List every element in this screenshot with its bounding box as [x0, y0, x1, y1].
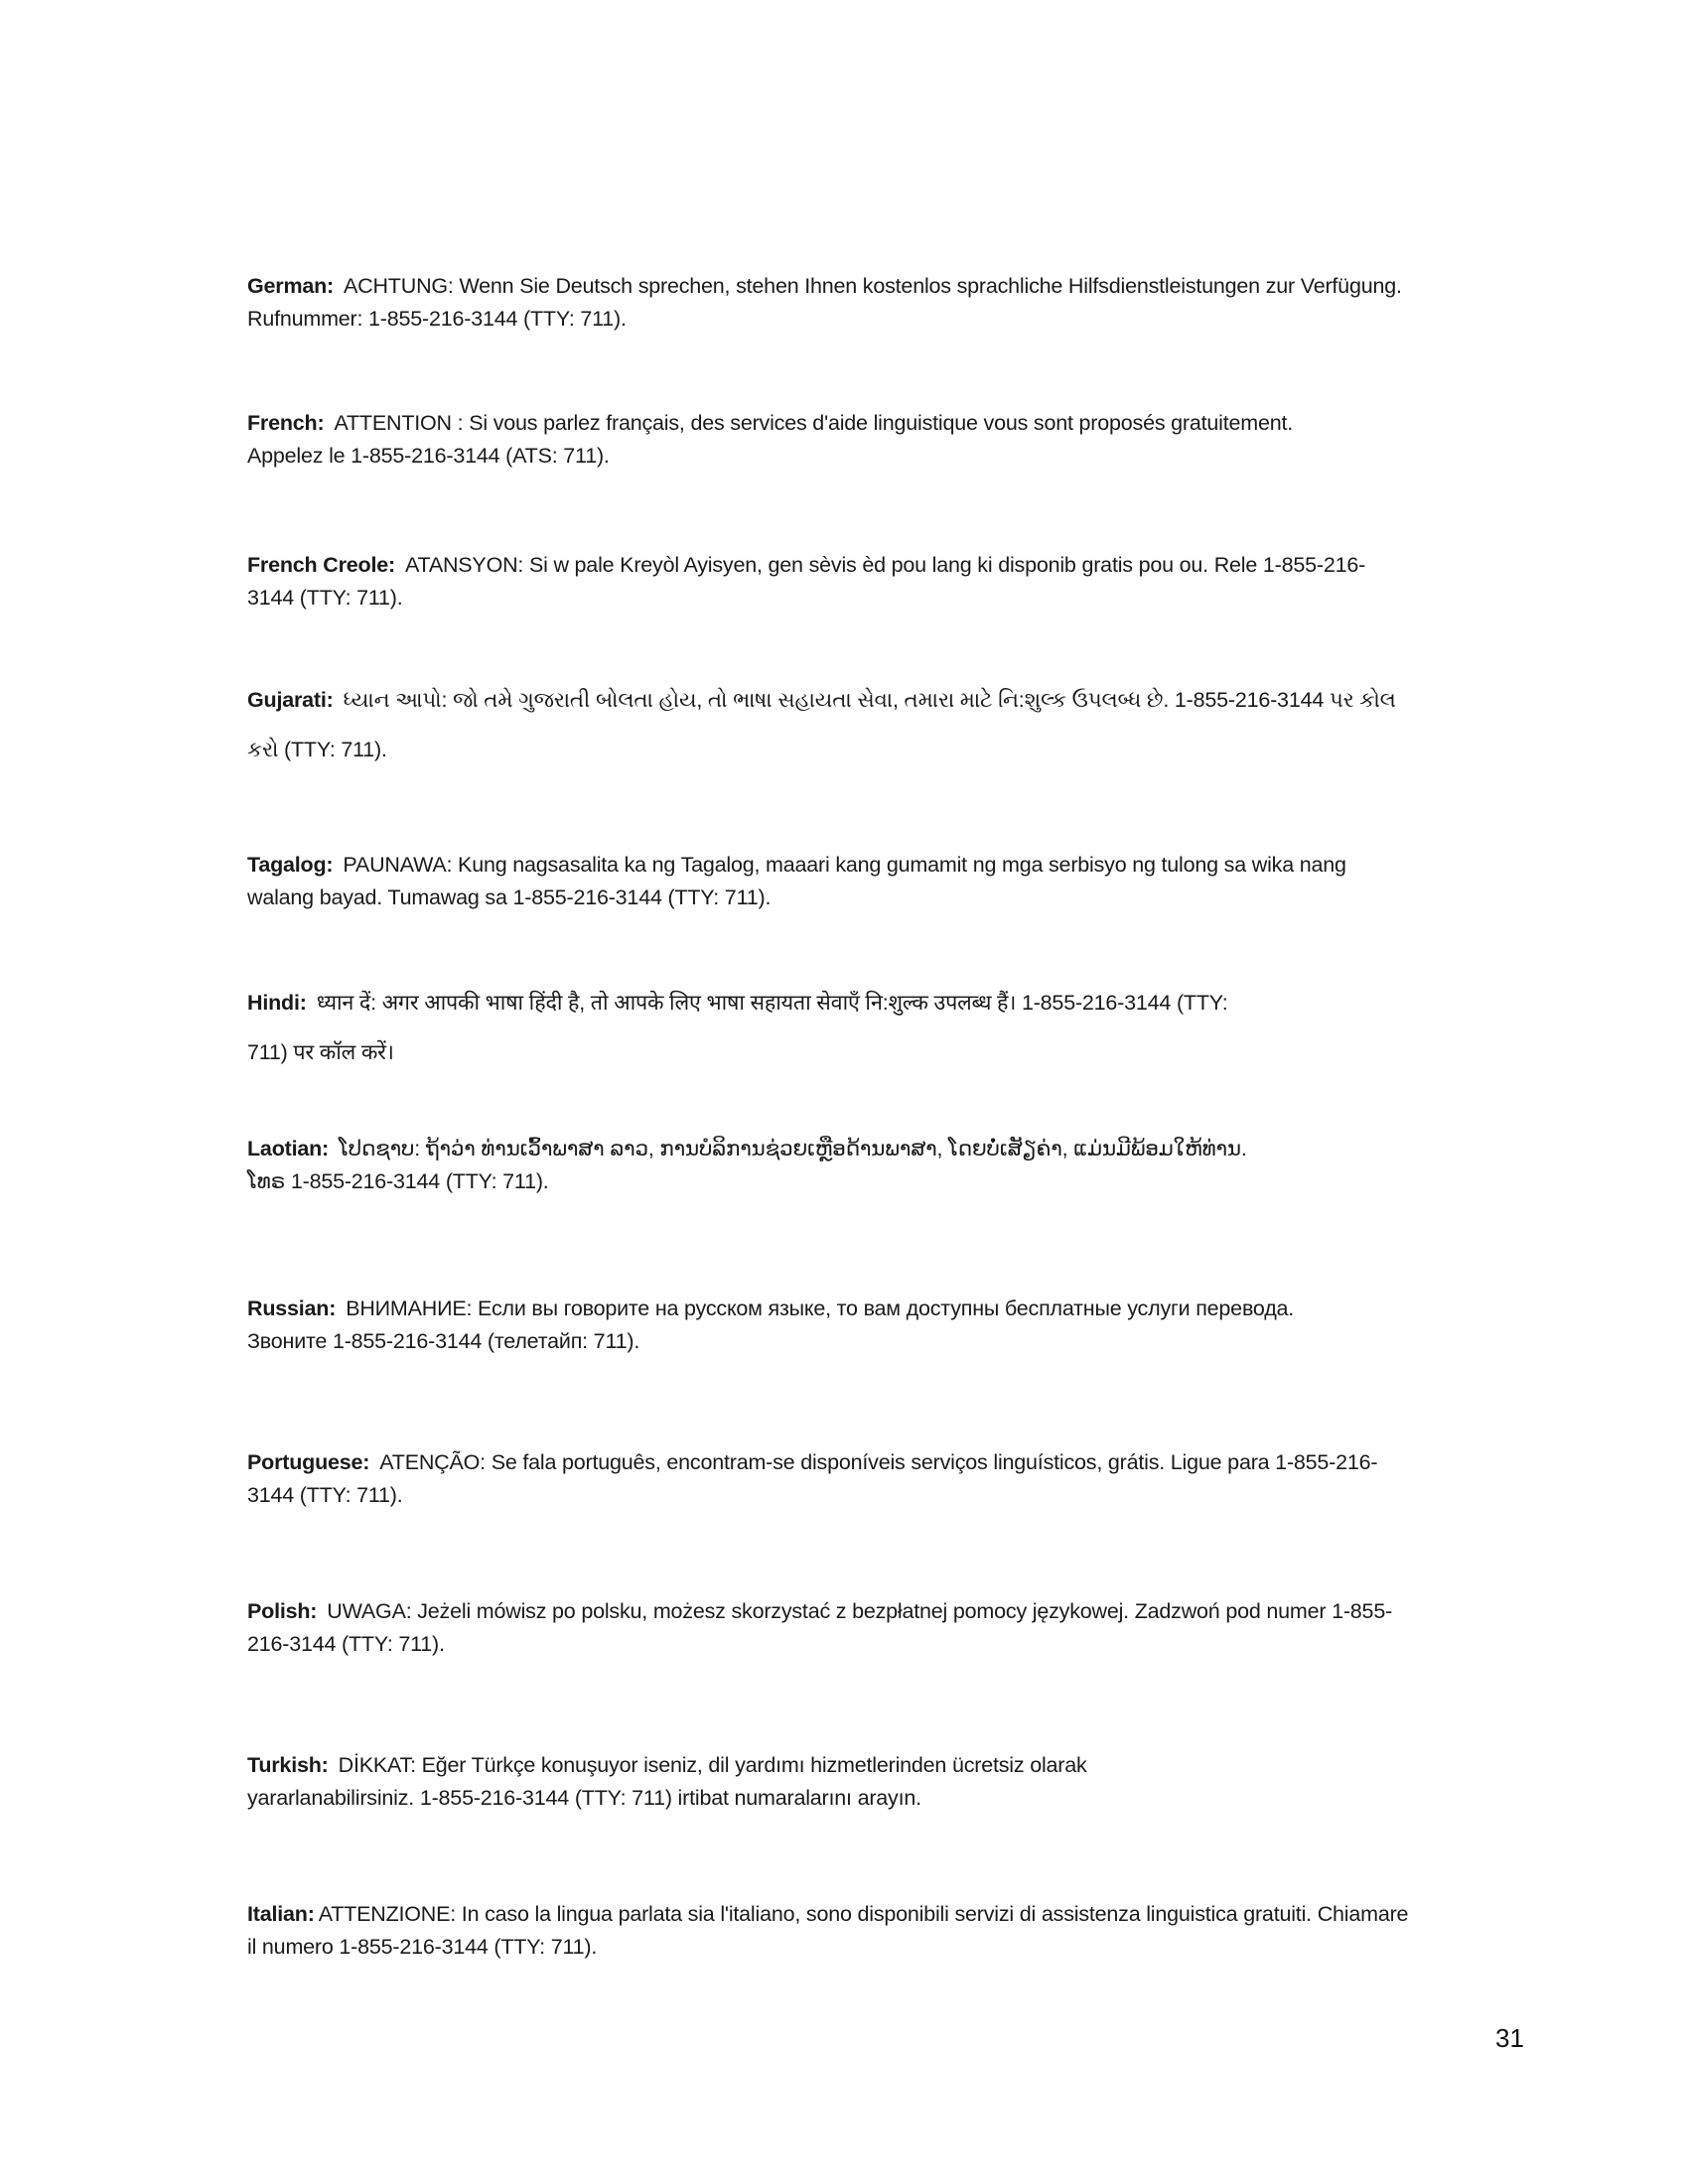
notice-polish	[247, 1595, 1429, 1661]
notice-text: ध्यान दें: अगर आपकी भाषा हिंदी है, तो आपके लिए भाषा सहायता सेवाएँ नि:शुल्क उपलब्ध हैं। 1-855-216-3144 (TTY: 711) पर कॉल करें।	[247, 991, 1228, 1064]
language-label: French Creole:	[247, 553, 395, 577]
language-label: Turkish:	[247, 1753, 329, 1777]
notice-text: ACHTUNG: Wenn Sie Deutsch sprechen, stehen Ihnen kostenlos sprachliche Hilfsdienstleistungen zur Verfügung. Rufnummer: 1-855-216-3144 (TTY: 711).	[247, 274, 1402, 331]
notice-french	[247, 407, 1330, 473]
notice-text: ATTENTION : Si vous parlez français, des services d'aide linguistique vous sont proposés gratuitement. Appelez le 1-855-216-3144 (ATS: 711).	[247, 411, 1294, 468]
language-label: Russian:	[247, 1297, 337, 1320]
notice-text: ATTENZIONE: In caso la lingua parlata sia l'italiano, sono disponibili servizi di assistenza linguistica gratuiti. Chiamare il numero 1-855-216-3144 (TTY: 711).	[247, 1902, 1409, 1959]
notice-gujarati	[247, 675, 1409, 774]
notice-text: ATANSYON: Si w pale Kreyòl Ayisyen, gen sèvis èd pou lang ki disponib gratis pou ou. Rele 1-855-216-3144 (TTY: 711).	[247, 553, 1366, 610]
language-label: Tagalog:	[247, 853, 334, 877]
notice-text: ВНИМАНИЕ: Если вы говорите на русском языке, то вам доступны бесплатные услуги перевода. Звоните 1-855-216-3144 (телетайп: 711).	[247, 1297, 1295, 1353]
notice-italian	[247, 1898, 1409, 1964]
notice-text: DİKKAT: Eğer Türkçe konuşuyor iseniz, dil yardımı hizmetlerinden ücretsiz olarak yararlanabilirsiniz. 1-855-216-3144 (TTY: 711) irtibat numaralarını arayın.	[247, 1753, 1087, 1810]
language-label: German:	[247, 274, 335, 298]
language-label: Italian:	[247, 1902, 315, 1926]
notice-text: PAUNAWA: Kung nagsasalita ka ng Tagalog, maaari kang gumamit ng mga serbisyo ng tulong sa wika nang walang bayad. Tumawag sa 1-855-216-3144 (TTY: 711).	[247, 853, 1346, 909]
language-label: Portuguese:	[247, 1450, 370, 1474]
notice-text: ໂປດຊາບ: ຖ້າວ່າ ທ່ານເວົ້າພາສາ ລາວ, ການບໍລິການຊ່ວຍເຫຼືອດ້ານພາສາ, ໂດຍບໍ່ເສັຽຄ່າ, ແມ່ນມີພ້ອມໃຫ້ທ່ານ. ໂທຣ 1-855-216-3144 (TTY: 711).	[247, 1137, 1247, 1193]
notice-tagalog	[247, 849, 1409, 914]
notice-text: ધ્યાન આપો: જો તમે ગુજરાતી બોલતા હોય, તો ભાષા સહાયતા સેવા, તમારા માટે નિ:શુલ્ક ઉપલબ્ધ છે. 1-855-216-3144 પર કોલ કરો (TTY: 711).	[247, 688, 1396, 761]
notice-portuguese	[247, 1446, 1399, 1512]
language-label: Laotian:	[247, 1137, 330, 1160]
notice-french-creole	[247, 549, 1409, 614]
notice-turkish	[247, 1749, 1250, 1815]
notice-laotian	[247, 1133, 1260, 1198]
page-number: 31	[1495, 2023, 1524, 2053]
language-label: Hindi:	[247, 991, 307, 1015]
notice-text: ATENÇÃO: Se fala português, encontram-se disponíveis serviços linguísticos, grátis. Ligue para 1-855-216-3144 (TTY: 711).	[247, 1450, 1378, 1507]
language-label: Gujarati:	[247, 688, 334, 712]
notice-text: UWAGA: Jeżeli mówisz po polsku, możesz skorzystać z bezpłatnej pomocy językowej. Zadzwoń pod numer 1-855-216-3144 (TTY: 711).	[247, 1599, 1393, 1656]
language-label: French:	[247, 411, 325, 435]
notice-german	[247, 270, 1409, 336]
notice-russian	[247, 1293, 1349, 1358]
language-label: Polish:	[247, 1599, 318, 1623]
notice-hindi	[247, 978, 1240, 1077]
